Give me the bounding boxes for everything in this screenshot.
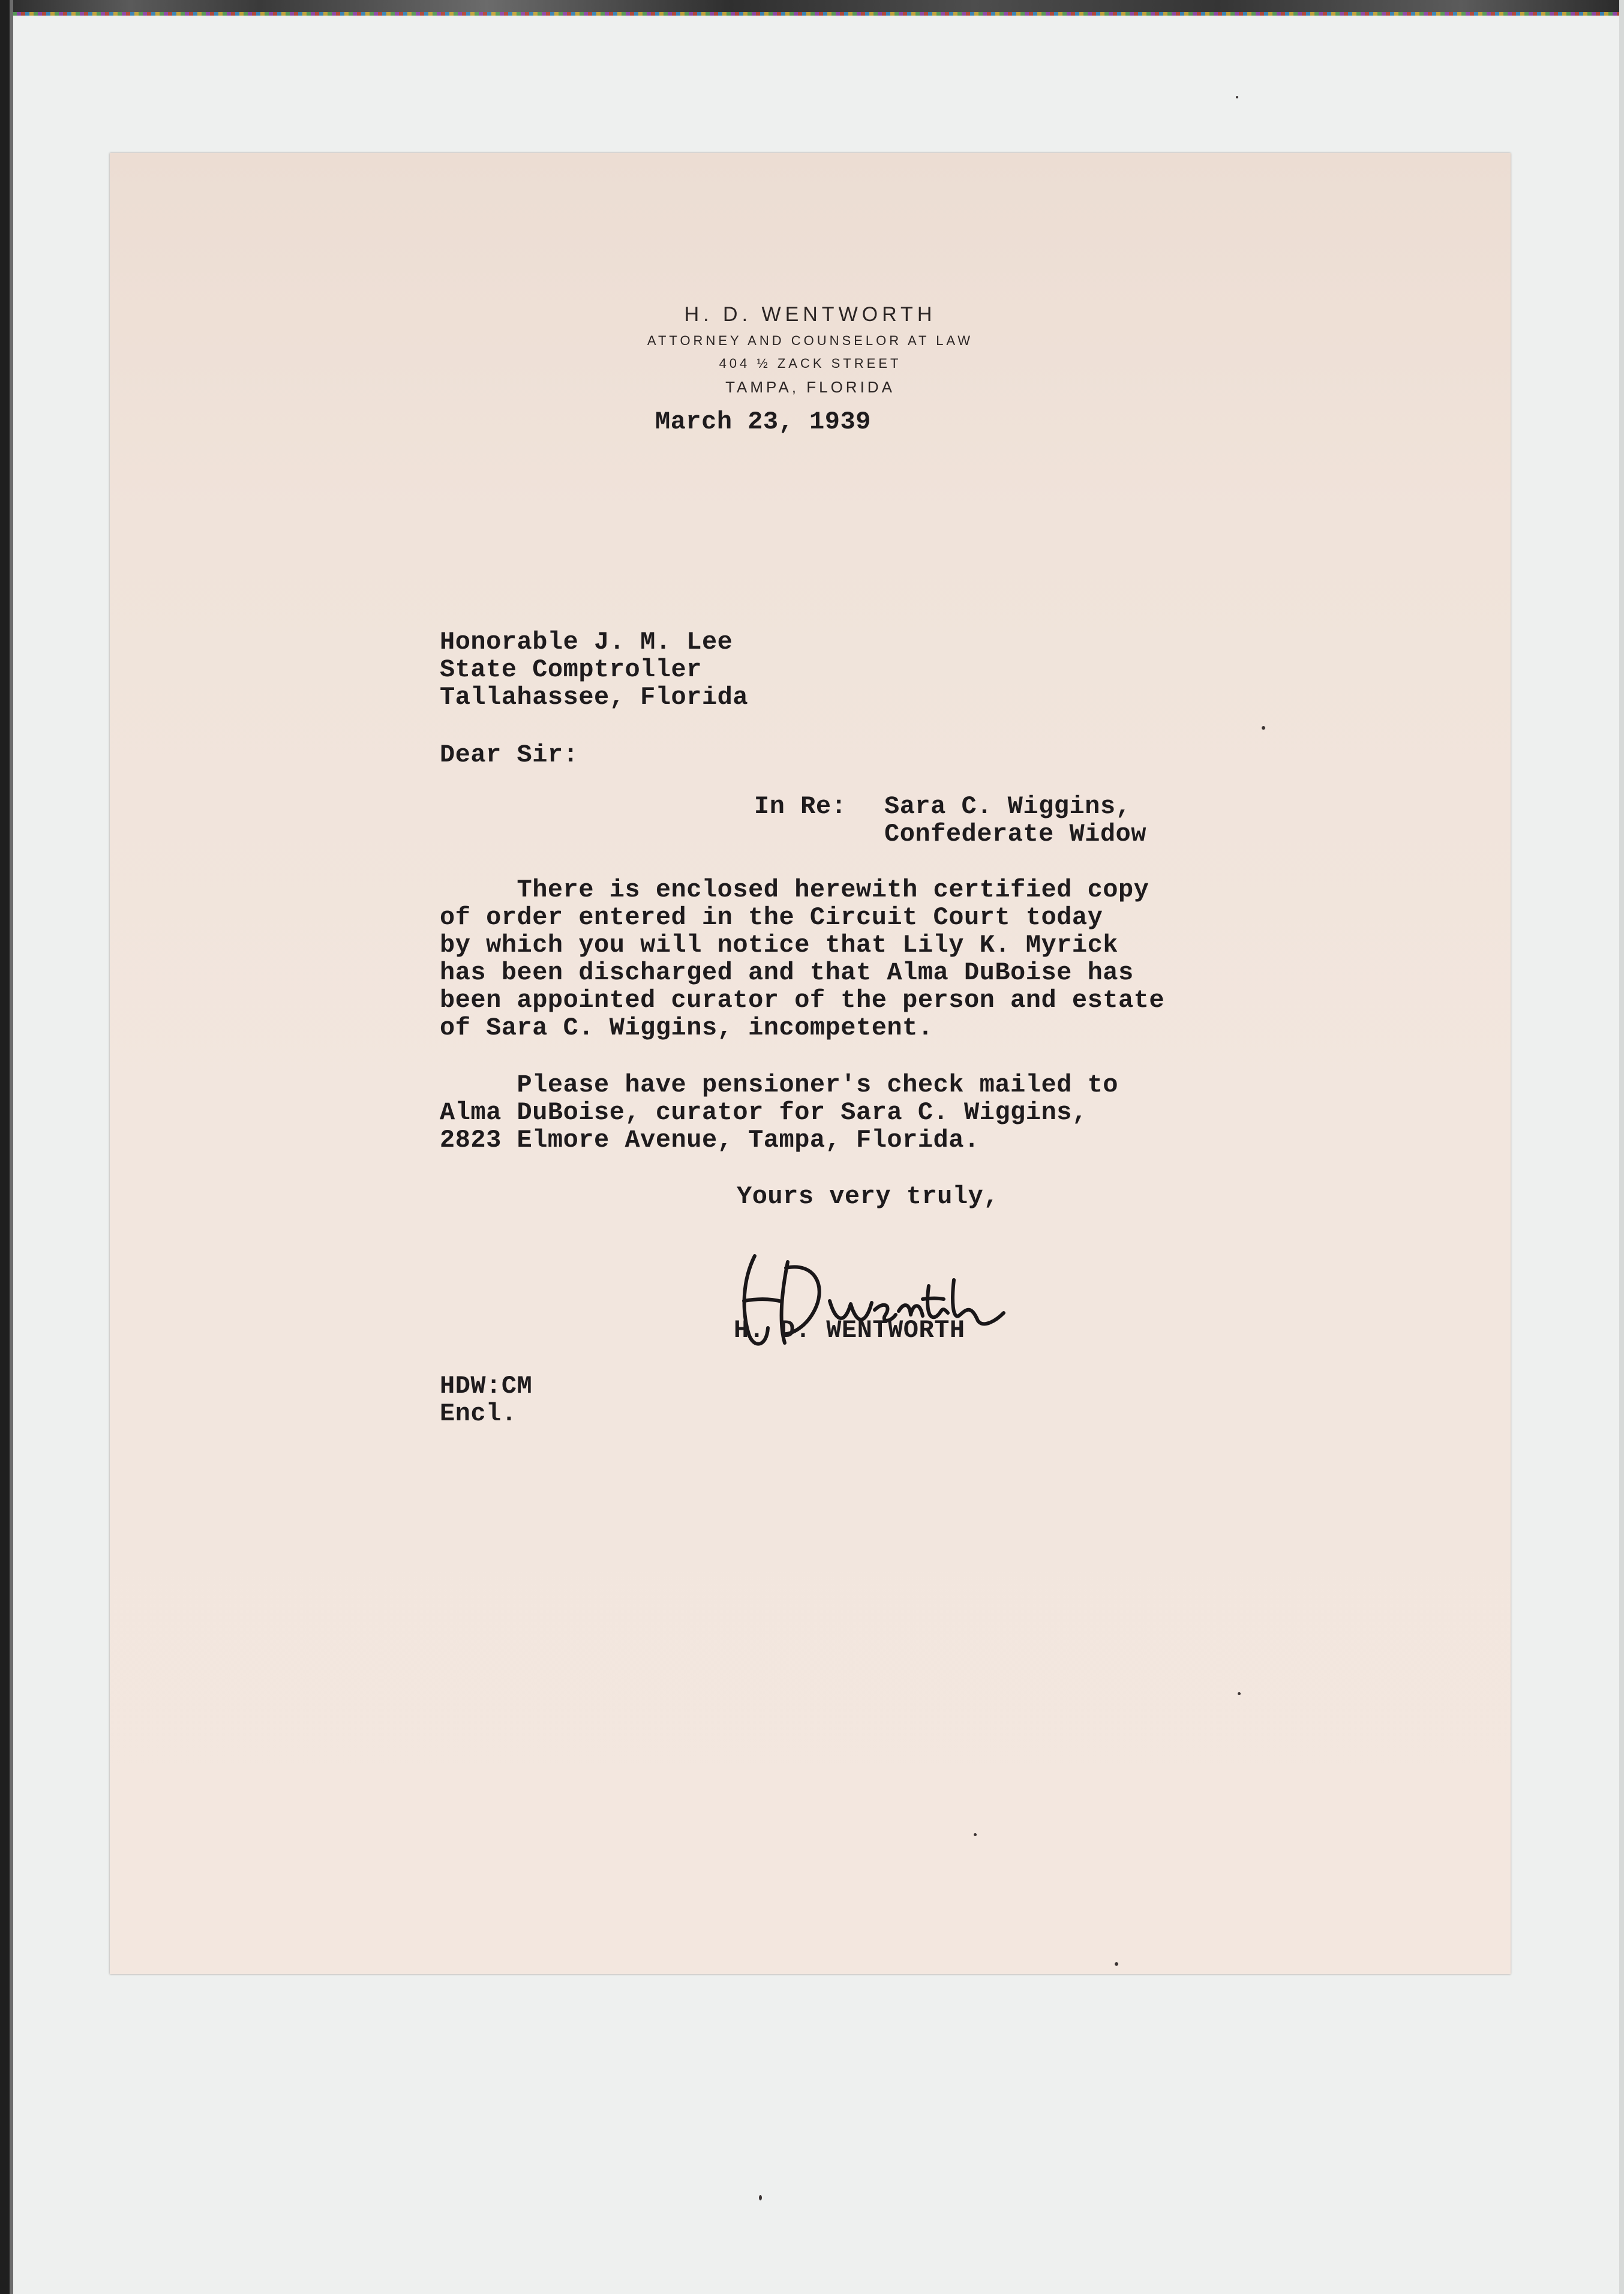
letter-page [110,153,1511,1974]
body-paragraph-2: Please have pensioner's check mailed to Alma DuBoise, curator for Sara C. Wiggins, 2823 Elmore Avenue, Tampa, Florida. [440,1070,1118,1155]
paper-speck [1115,1962,1118,1966]
recipient-address: Honorable J. M. Lee State Comptroller Tallahassee, Florida [440,628,749,712]
letter-date: March 23, 1939 [655,407,871,436]
letterhead-title: ATTORNEY AND COUNSELOR AT LAW [647,333,974,348]
letterhead-city: TAMPA, FLORIDA [725,378,895,396]
complimentary-close: Yours very truly, [737,1182,999,1211]
letterhead-name: H. D. WENTWORTH [684,303,936,326]
reference-initials: HDW:CM Encl. [440,1372,533,1428]
scan-speck [759,2195,762,2200]
typed-signature: H. D. WENTWORTH [734,1316,965,1345]
re-subject: Sara C. Wiggins, Confederate Widow [884,792,1146,848]
scanner-left-edge [0,0,13,2294]
scanner-top-edge [0,0,1624,16]
scanner-right-edge [1619,0,1624,2294]
paper-speck [1238,1692,1241,1695]
paper-speck [974,1833,977,1836]
letterhead-street: 404 ½ ZACK STREET [719,356,902,371]
paper-speck [1262,726,1265,730]
body-paragraph-1: There is enclosed herewith certified copy of order entered in the Circuit Court today by which you will notice that Lily K. Myrick has been discharged and that Alma DuBoise has been appointed curator of the person and estate of Sara C. Wiggins, incompetent. [440,875,1165,1042]
re-label: In Re: [754,792,847,821]
scan-speck [1236,96,1238,98]
salutation: Dear Sir: [440,740,579,769]
